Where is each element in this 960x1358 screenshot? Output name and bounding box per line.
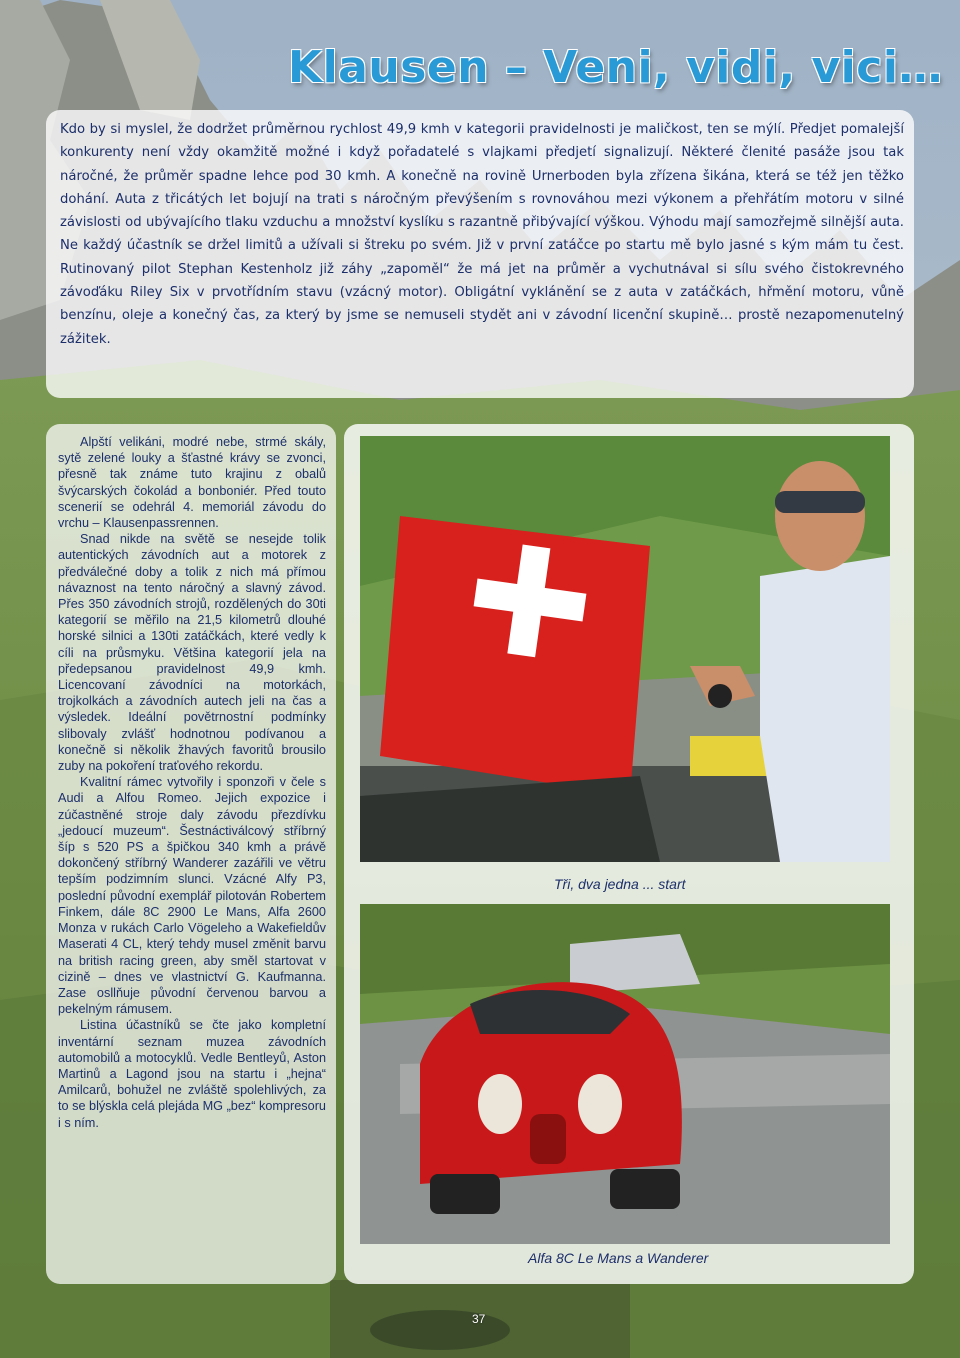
intro-paragraph: Kdo by si myslel, že dodržet průměrnou rychlost 49,9 kmh v kategorii pravidelnosti je maličkost, ten se mýlí. Předjet pomalejší konkurenty není vždy okamžitě možné i když pořadatelé s vlajkami předjetí signalizují. Některé členité pasáže jsou tak náročné, že průměr spadne lehce pod 30 kmh. A konečně na rovině Urnerboden byla zřízena šikána, která se též jen těžko dohání. Auta z třicátých let bojují na trati s náročným převýšením s rovnováhou mezi výkonem a přehřátím motoru v silné závislosti od ubývajícího tlaku vzduchu a množství kyslíku s razantně přibývající výškou. Výhodu mají samozřejmě silnější auta. Ne každý účastník se držel limitů a užívali si štreku po svém. Již v první zatáčce po startu mě bylo jasné s kým mám tu čest. Rutinovaný pilot Stephan Kestenholz již záhy „zapoměl“ že má jet na průměr a vychutnával si sílu svého čistokrevného závoďáku Riley Six v prvotřídním stavu (vzácný motor). Obligátní vyklánění se z auta v zatáčkách, hřmění motoru, vůně benzínu, oleje a konečný čas, za který by jsme se nemuseli stydět ani v závodní licenční skupině… prostě nezapomenutelný zážitek. [60,122,904,347]
page-number: 37 [472,1312,486,1326]
column-paragraph-1: Alpští velikáni, modré nebe, strmé skály, sytě zelené louky a šťastné krávy se zvonci, přesně tak známe tuto krajinu z obalů švýcarských čokolád a bonboniér. Před touto scenerií se odehrál 4. memoriál závodu do vrchu – Klausenpassrennen. [58,435,326,531]
photo-alfa-wanderer [360,904,890,1244]
intro-panel [46,110,914,398]
article-column [46,424,336,1284]
photo-caption-start: Tři, dva jedna ... start [554,876,686,892]
photo-swiss-flag-start [360,436,890,862]
column-paragraph-3: Kvalitní rámec vytvořily i sponzoři v čele s Audi a Alfou Romeo. Jejich expozice i zúčastněné stroje daly závodu přezdívku „jedoucí muzeum“. Šestnáctiválcový stříbrný šíp s 520 PS a špičkou 340 kmh a právě dokončený stříbrný Wanderer zazářili ve větru tepším podzimním slunci. Vzácné Alfy P3, poslední původní exemplář pilotován Robertem Finkem, dále 8C 2900 Le Mans, Alfa 2600 Monza v rukách Carlo Vögeleho a Wakefieldův Maserati 4 CL, který tehdy musel změnit barvu na british racing green, aby směl startovat v cizině – dnes ve vlastnictví G. Kaufmanna. Zase osllňuje původní červenou barvou a pekelným rámusem. [58,775,326,1017]
article-title: Klausen – Veni, vidi, vici… [288,42,943,93]
column-paragraph-4: Listina účastníků se čte jako kompletní inventární seznam muzea závodních automobilů a motocyklů. Vedle Bentleyů, Aston Martinů a Lagond jsou na startu i „hejna“ Amilcarů, bohužel ne zvláště spolehlivých, za to se blýskla celá plejáda MG „bez“ kompresoru i s ním. [58,1018,326,1130]
photo-panel [344,424,914,1284]
column-paragraph-2: Snad nikde na světě se nesejde tolik autentických závodních aut a motorek z předválečné doby a tolik z nich má přímou návaznost na tento náročný a slavný závod. Přes 350 závodních strojů, rozdělených do 30ti kategorií se měřilo na 21,5 kilometrů dlouhé horské silnici a 130ti zatáčkách, které vedly k cíli na průsmyku. Většina kategorií jela na předepsanou pravidelnost 49,9 kmh. Licencovaní závodníci na motorkách, trojkolkách a závodních autech jeli na čas a výsledek. Ideální povětrnostní podmínky slibovaly zvlášť hodnotnou podívanou a konečně si několik žhavých favoritů brousilo zuby na pokoření traťového rekordu. [58,532,326,774]
photo-caption-alfa: Alfa 8C Le Mans a Wanderer [528,1250,709,1266]
